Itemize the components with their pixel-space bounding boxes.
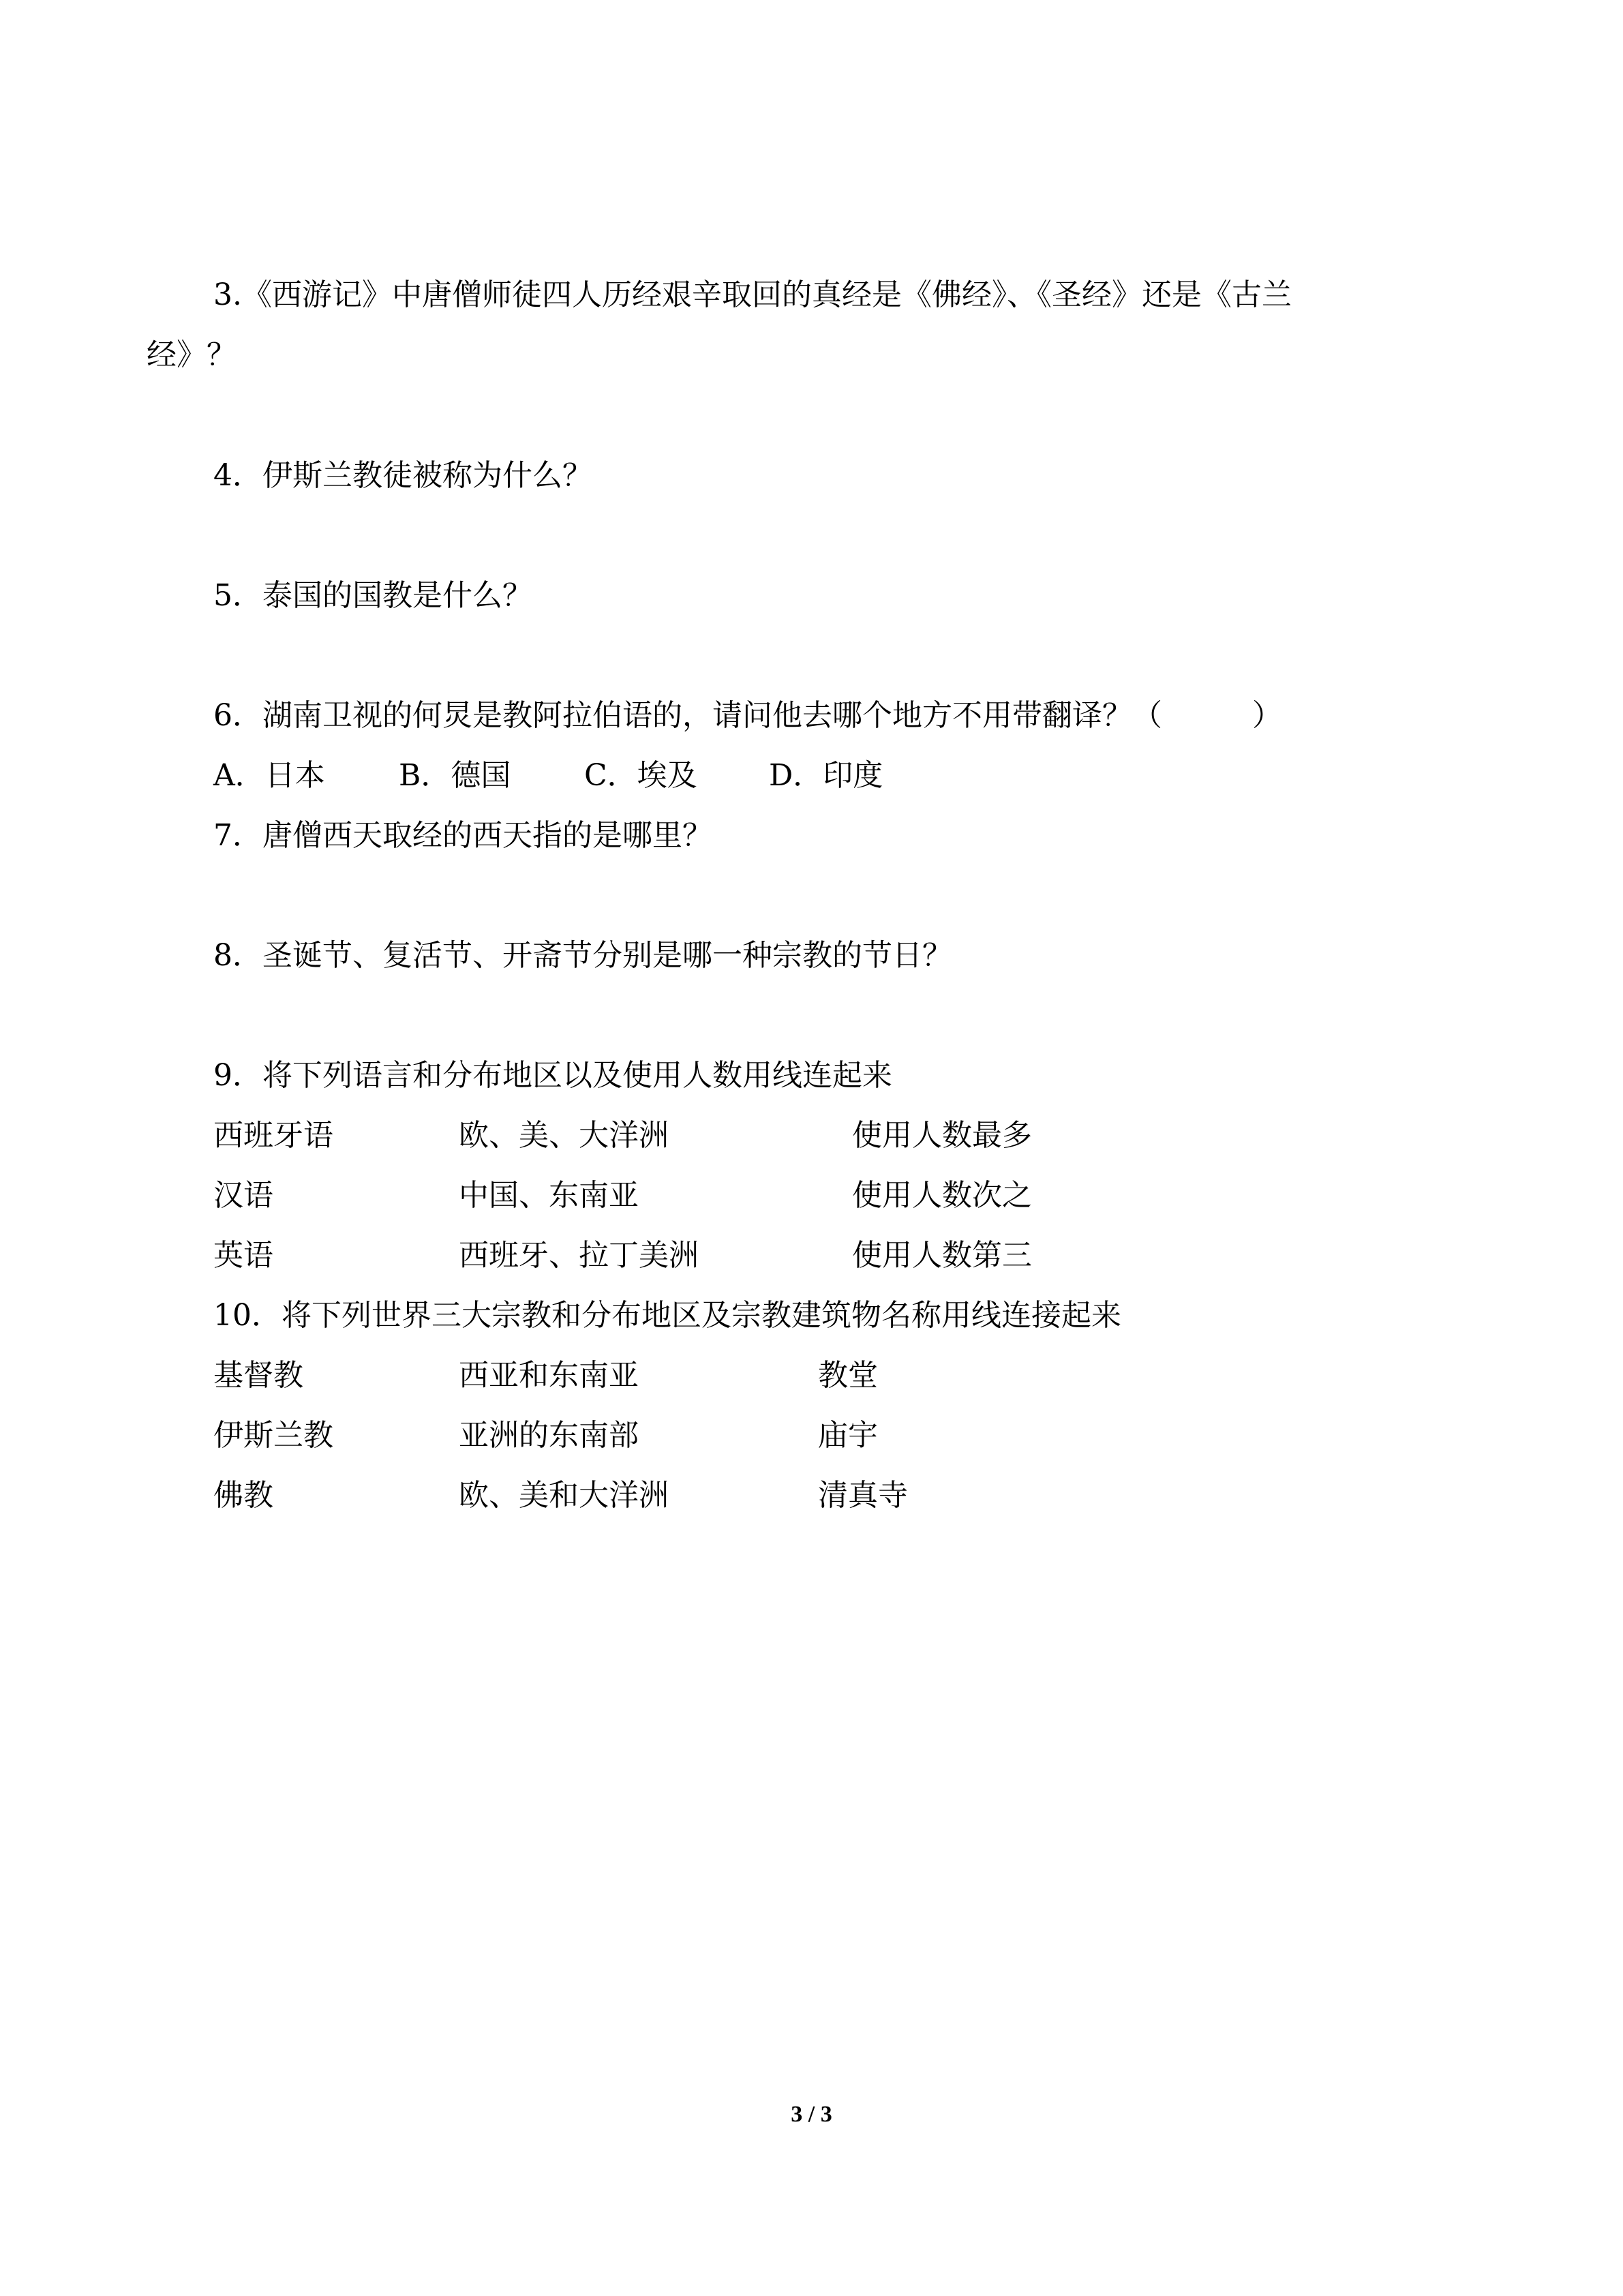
building-cell: 清真寺 [818,1478,908,1513]
region-cell: 西亚和东南亚 [459,1358,639,1393]
population-cell: 使用人数次之 [852,1178,1032,1213]
question-3-line-1: 3.《西游记》中唐僧师徒四人历经艰辛取回的真经是《佛经》、《圣经》还是《古兰 [213,277,1292,312]
population-cell: 使用人数第三 [852,1238,1032,1273]
language-cell: 西班牙语 [213,1118,333,1153]
question-7: 7．唐僧西天取经的西天指的是哪里？ [213,818,712,853]
region-cell: 西班牙、拉丁美洲 [459,1238,699,1273]
region-cell: 欧、美、大洋洲 [459,1118,669,1153]
page-number: 3 / 3 [791,2102,832,2127]
region-cell: 中国、东南亚 [459,1178,639,1213]
option-c: C．埃及 [584,758,697,793]
population-cell: 使用人数最多 [852,1118,1032,1153]
building-cell: 庙宇 [818,1418,878,1453]
option-d: D．印度 [769,758,883,793]
question-3-line-2: 经》？ [147,337,237,372]
option-a: A．日本 [213,758,325,793]
question-8: 8．圣诞节、复活节、开斋节分别是哪一种宗教的节日？ [213,938,952,973]
religion-cell: 佛教 [213,1478,273,1513]
language-cell: 英语 [213,1238,273,1273]
region-cell: 欧、美和大洋洲 [459,1478,669,1513]
building-cell: 教堂 [818,1358,878,1393]
region-cell: 亚洲的东南部 [459,1418,639,1453]
religion-cell: 基督教 [213,1358,303,1393]
religion-cell: 伊斯兰教 [213,1418,333,1453]
question-5: 5．泰国的国教是什么？ [213,578,532,613]
question-10: 10．将下列世界三大宗教和分布地区及宗教建筑物名称用线连接起来 [213,1298,1121,1333]
language-cell: 汉语 [213,1178,273,1213]
option-b: B．德国 [399,758,511,793]
question-6: 6．湖南卫视的何炅是教阿拉伯语的，请问他去哪个地方不用带翻译？（ ） [213,698,1282,733]
question-4: 4．伊斯兰教徒被称为什么？ [213,458,592,493]
question-9: 9．将下列语言和分布地区以及使用人数用线连起来 [213,1058,892,1093]
